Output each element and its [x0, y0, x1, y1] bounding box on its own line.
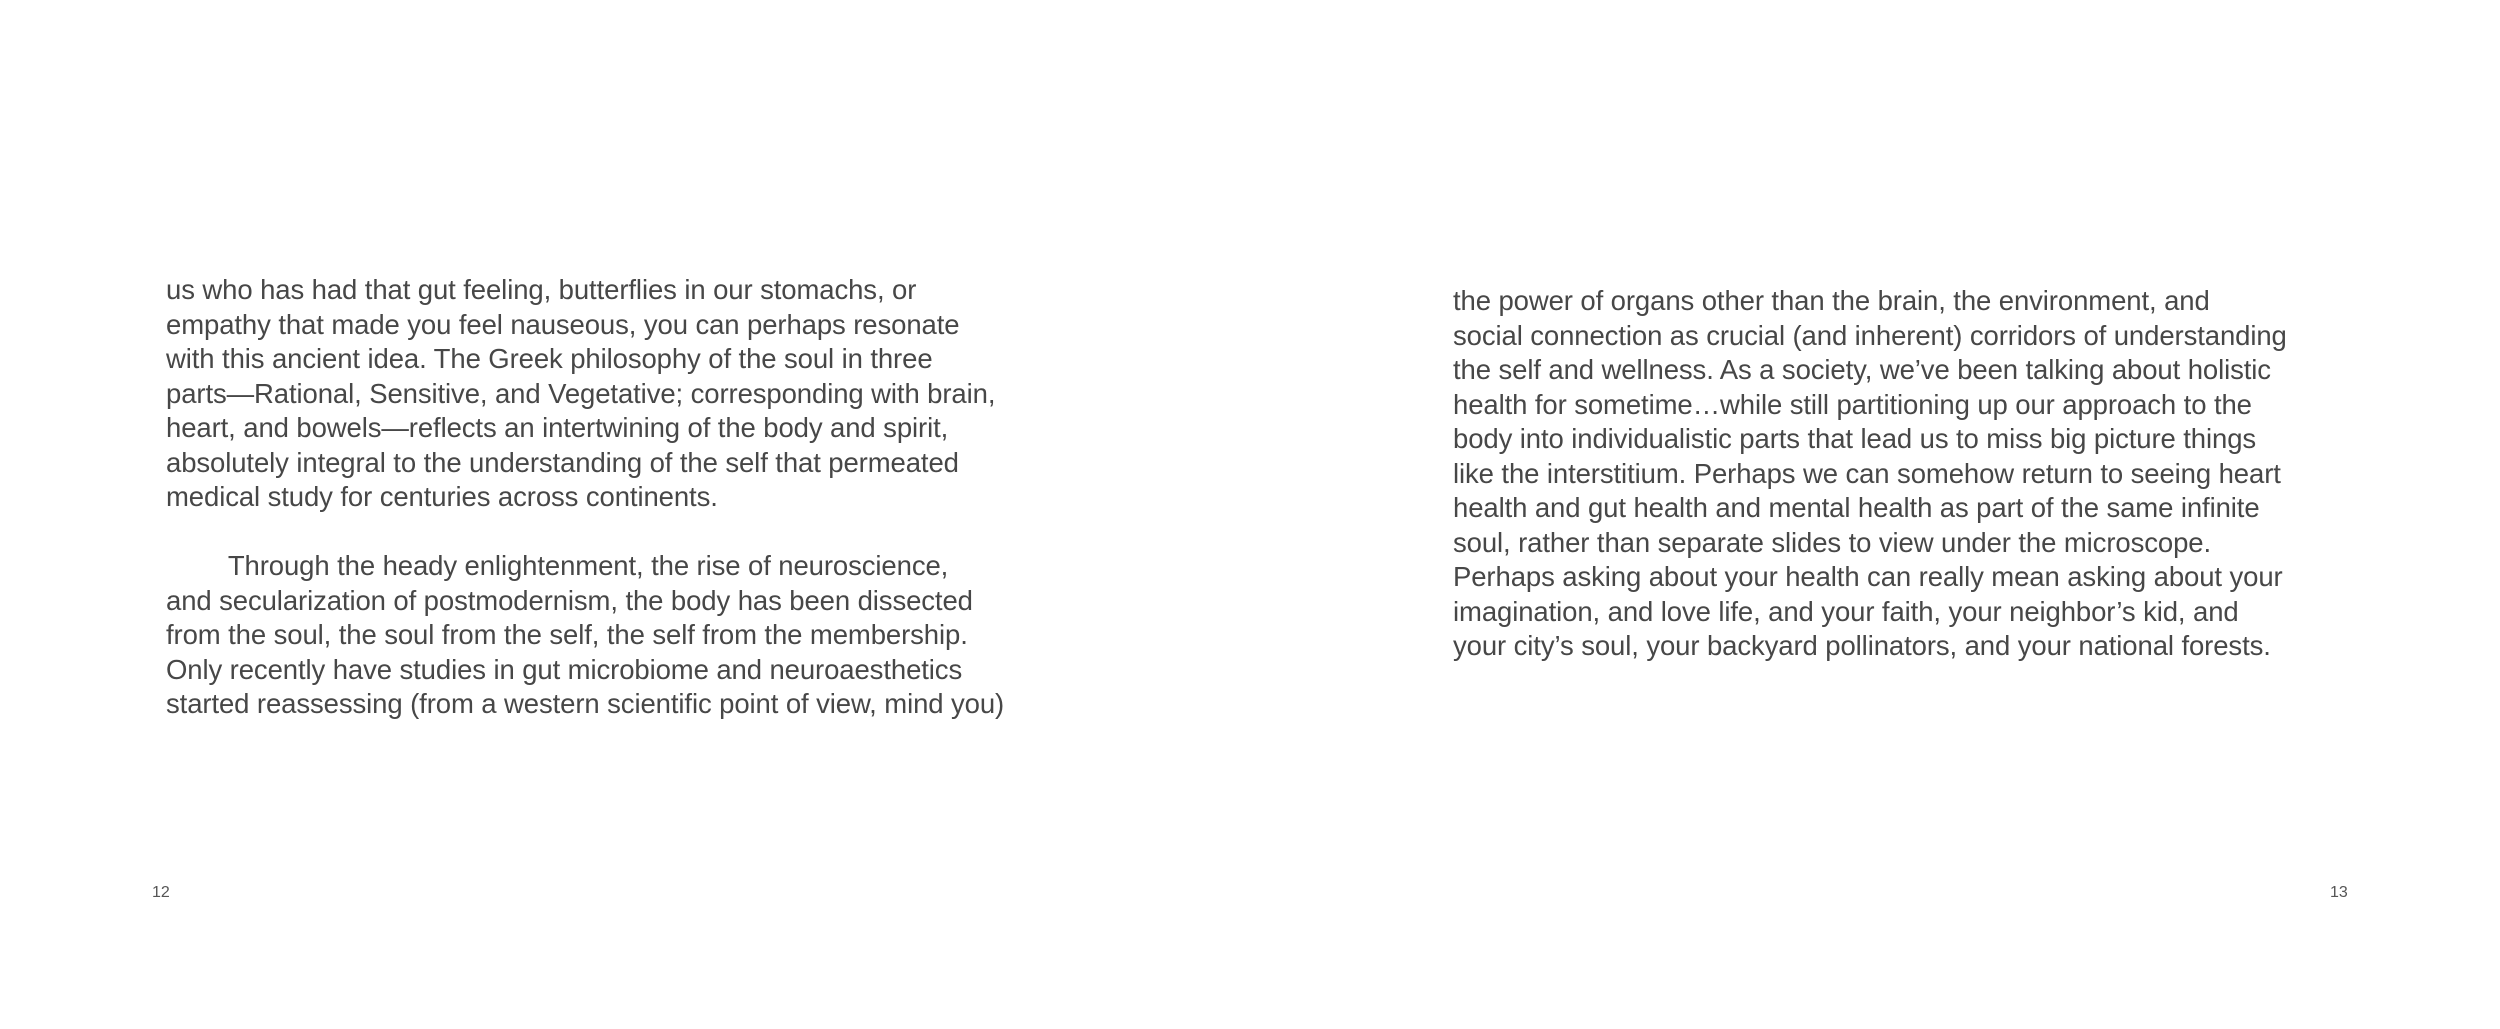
right-page — [1250, 0, 2500, 1029]
right-page-body — [1453, 284, 2463, 664]
left-paragraph-1: us who has had that gut feeling, butterflies in our stomachs, or empathy that made you feel nauseous, you can perhaps resonate with this ancient idea. The Greek philosophy of the soul in three parts—Rational, Sensitive, and Vegetative; corresponding with brain, heart, and bowels—reflects an intertwining of the body and spirit, absolutely integral to the understanding of the self that permeated medical study for centuries across continents. — [166, 274, 996, 512]
right-paragraph-1: the power of organs other than the brain, the environment, and social connection as crucial (and inherent) corridors of understanding the self and wellness. As a society, we’ve been talking about holistic health for sometime…while still partitioning up our approach to the body into individualistic parts that lead us to miss big picture things like the interstitium. Perhaps we can somehow return to seeing heart health and gut health and mental health as part of the same infinite soul, rather than separate slides to view under the microscope. Perhaps asking about your health can really mean asking about your imagination, and love life, and your faith, your neighbor’s kid, and your city’s soul, your backyard pollinators, and your national forests. — [1453, 285, 2287, 661]
left-paragraph-2: Through the heady enlightenment, the rise of neuroscience, and secularization of postmodernism, the body has been dissected from the soul, the soul from the self, the self from the membership. Only recently have studies in gut microbiome and neuroaesthetics started reassessing (from a western scientific point of view, mind you) — [166, 550, 1005, 719]
left-page-body — [166, 273, 1176, 722]
page-number-right: 13 — [2330, 884, 2348, 901]
page-number-left: 12 — [152, 884, 170, 901]
